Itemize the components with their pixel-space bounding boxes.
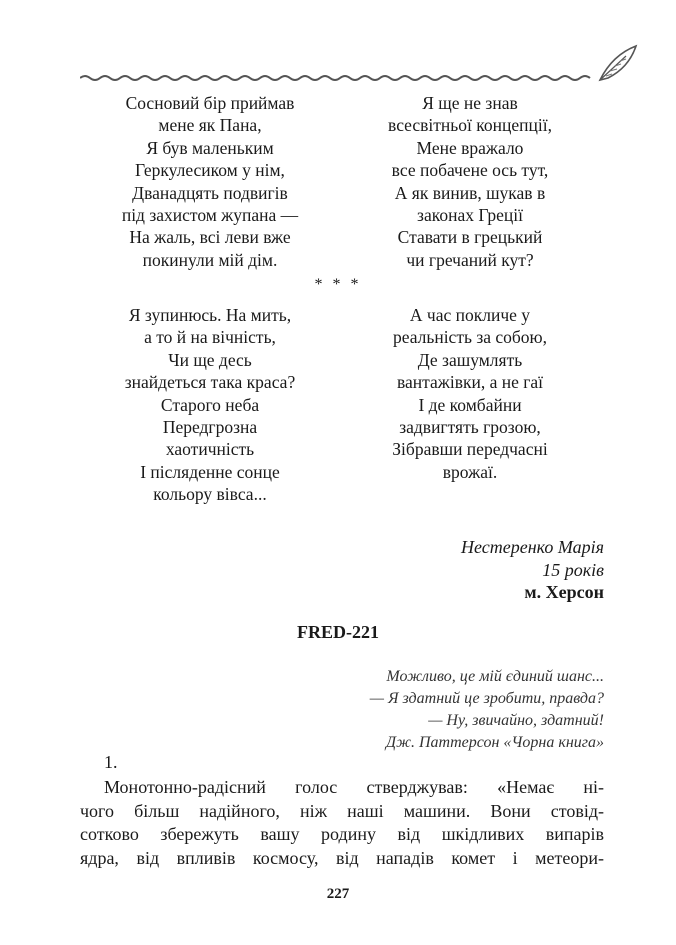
poem-line: все побачене ось тут, xyxy=(391,160,549,181)
body-line: ядра, від впливів космосу, від нападів комет і метеори- xyxy=(80,847,604,868)
epigraph-line: — Я здатний це зробити, правда? xyxy=(369,690,604,707)
poem-line: задвигтять грозою, xyxy=(399,417,541,438)
stanza-separator: * * * xyxy=(314,276,362,293)
poem-line: покинули мій дім. xyxy=(142,249,278,270)
poem-line: І де комбайни xyxy=(418,394,522,415)
poem-line: всесвітньої концепції, xyxy=(388,115,552,136)
body-line: Монотонно-радісний голос стверджував: «Немає ні- xyxy=(104,777,604,797)
poem-stanza-1 xyxy=(80,92,600,271)
poem-line: Я був маленьким xyxy=(146,137,274,158)
author-byline xyxy=(461,536,604,604)
poem-line: чи гречаний кут? xyxy=(406,249,534,270)
poem-line: Геркулесиком у нім, xyxy=(135,160,285,181)
poem-line: Де зашумлять xyxy=(417,349,523,370)
author-age: 15 років xyxy=(542,559,604,580)
poem-line: А час покличе у xyxy=(409,305,531,325)
poem-column-right xyxy=(340,304,600,506)
header-ornament xyxy=(80,42,640,92)
epigraph-line: Можливо, це мій єдиний шанс... xyxy=(386,668,604,685)
epigraph xyxy=(370,666,604,754)
poem-line: реальність за собою, xyxy=(392,327,548,348)
poem-line: Ставати в грецький xyxy=(397,227,543,248)
epigraph-line: — Ну, звичайно, здатний! xyxy=(428,712,604,729)
epigraph-source: Дж. Паттерсон «Чорна книга» xyxy=(385,734,604,751)
poem-line: Зібравши передчасні xyxy=(392,439,548,460)
story-title: FRED-221 xyxy=(297,622,379,642)
poem-line: знайдеться така краса? xyxy=(124,372,296,393)
story-body xyxy=(80,776,604,870)
poem-line: Сосновий бір приймав xyxy=(125,93,295,113)
poem-column-left xyxy=(80,304,340,506)
poem-line: мене як Пана, xyxy=(158,115,262,136)
poem-line: кольору вівса... xyxy=(153,484,267,505)
wavy-line-icon xyxy=(80,76,590,80)
quill-feather-icon xyxy=(600,46,636,80)
poem-line: хаотичність xyxy=(165,439,255,460)
poem-column-left xyxy=(80,92,340,271)
poem-line: під захистом жупана — xyxy=(121,205,299,226)
poem-line: Передгрозна xyxy=(162,417,258,438)
poem-line: вантажівки, а не гаї xyxy=(396,372,544,393)
poem-line: Старого неба xyxy=(160,394,260,415)
body-line: сотково збережуть вашу родину від шкідливих випарів xyxy=(80,824,604,844)
poem-line: а то й на вічність, xyxy=(144,327,276,348)
body-line: чого більш надійного, ніж наші машини. Вони стовід- xyxy=(80,800,604,821)
chapter-number: 1. xyxy=(104,752,118,772)
poem-line: І післяденне сонце xyxy=(140,461,280,482)
poem-line: На жаль, всі леви вже xyxy=(129,227,291,248)
poem-line: Мене вражало xyxy=(416,137,524,158)
poem-line: врожаї. xyxy=(442,461,498,482)
poem-line: законах Греції xyxy=(417,205,523,226)
poem-column-right xyxy=(340,92,600,271)
page-number: 227 xyxy=(326,886,350,902)
author-city: м. Херсон xyxy=(524,582,604,602)
poem-line: Чи ще десь xyxy=(168,349,252,370)
poem-stanza-2 xyxy=(80,304,600,506)
author-name: Нестеренко Марія xyxy=(461,537,604,557)
poem-line: А як винив, шукав в xyxy=(394,182,546,203)
poem-line: Я ще не знав xyxy=(422,93,518,113)
poem-line: Дванадцять подвигів xyxy=(132,182,288,203)
poem-line: Я зупинюсь. На мить, xyxy=(128,305,292,325)
